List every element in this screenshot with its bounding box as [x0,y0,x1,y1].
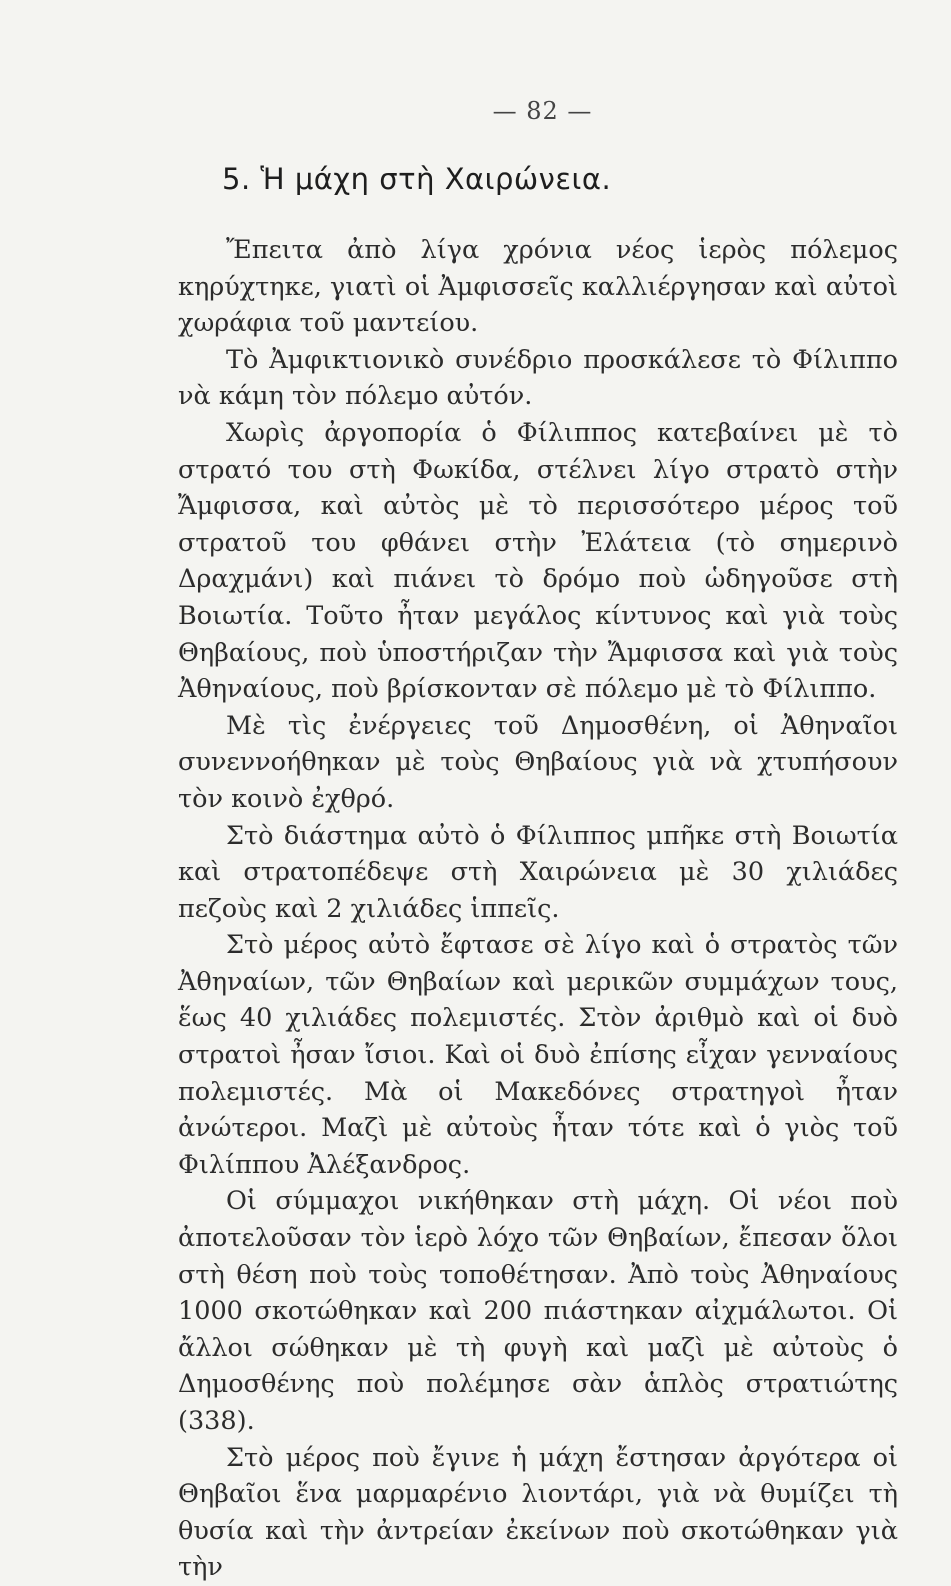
chapter-title: 5. Ἡ μάχη στὴ Χαιρώνεια. [222,162,612,196]
paragraph: Οἱ σύμμαχοι νικήθηκαν στὴ μάχη. Οἱ νέοι ποὺ ἀποτελοῦσαν τὸν ἱερὸ λόχο τῶν Θηβαίων, ἔπεσαν ὅλοι στὴ θέση ποὺ τοὺς τοποθέτησαν. Ἀπὸ τοὺς Ἀθηναίους 1000 σκοτώθηκαν καὶ 200 πιάστηκαν αἰχμάλωτοι. Οἱ ἄλλοι σώθηκαν μὲ τὴ φυγὴ καὶ μαζὶ μὲ αὐτοὺς ὁ Δημοσθένης ποὺ πολέμησε σὰν ἁπλὸς στρατιώτης (338). [178,1186,898,1436]
paragraph: Μὲ τὶς ἐνέργειες τοῦ Δημοσθένη, οἱ Ἀθηναῖοι συνεννοήθηκαν μὲ τοὺς Θηβαίους γιὰ νὰ χτυπήσουν τὸν κοινὸ ἐχθρό. [178,710,898,814]
paragraph: Ἔπειτα ἀπὸ λίγα χρόνια νέος ἱερὸς πόλεμος κηρύχτηκε, γιατὶ οἱ Ἀμφισσεῖς καλλιέργησαν καὶ αὐτοὶ χωράφια τοῦ μαντείου. [178,235,898,339]
paragraph: Τὸ Ἀμφικτιονικὸ συνέδριο προσκάλεσε τὸ Φίλιππο νὰ κάμη τὸν πόλεμο αὐτόν. [178,344,898,412]
body-text [178,232,898,1586]
paragraph: Στὸ μέρος ποὺ ἔγινε ἡ μάχη ἔστησαν ἀργότερα οἱ Θηβαῖοι ἕνα μαρμαρένιο λιοντάρι, γιὰ νὰ θυμίζει τὴ θυσία καὶ τὴν ἀντρείαν ἐκείνων ποὺ σκοτώθηκαν γιὰ τὴν [178,1442,898,1583]
paragraph: Χωρὶς ἀργοπορία ὁ Φίλιππος κατεβαίνει μὲ τὸ στρατό του στὴ Φωκίδα, στέλνει λίγο στρατὸ στὴν Ἄμφισσα, καὶ αὐτὸς μὲ τὸ περισσότερο μέρος τοῦ στρατοῦ του φθάνει στὴν Ἐλάτεια (τὸ σημερινὸ Δραχμάνι) καὶ πιάνει τὸ δρόμο ποὺ ὡδηγοῦσε στὴ Βοιωτία. Τοῦτο ἦταν μεγάλος κίντυνος καὶ γιὰ τοὺς Θηβαίους, ποὺ ὑποστήριζαν τὴν Ἄμφισσα καὶ γιὰ τοὺς Ἀθηναίους, ποὺ βρίσκονταν σὲ πόλεμο μὲ τὸ Φίλιππο. [178,417,898,705]
paragraph: Στὸ μέρος αὐτὸ ἔφτασε σὲ λίγο καὶ ὁ στρατὸς τῶν Ἀθηναίων, τῶν Θηβαίων καὶ μερικῶν συμμάχων τους, ἕως 40 χιλιάδες πολεμιστές. Στὸν ἀριθμὸ καὶ οἱ δυὸ στρατοὶ ἦσαν ἴσιοι. Καὶ οἱ δυὸ ἐπίσης εἶχαν γενναίους πολεμιστές. Μὰ οἱ Μακεδόνες στρατηγοὶ ἦταν ἀνώτεροι. Μαζὶ μὲ αὐτοὺς ἦταν τότε καὶ ὁ γιὸς τοῦ Φιλίππου Ἀλέξανδρος. [178,930,898,1180]
page-number: — 82 — [492,97,593,125]
paragraph: Στὸ διάστημα αὐτὸ ὁ Φίλιππος μπῆκε στὴ Βοιωτία καὶ στρατοπέδεψε στὴ Χαιρώνεια μὲ 30 χιλιάδες πεζοὺς καὶ 2 χιλιάδες ἱππεῖς. [178,820,898,924]
